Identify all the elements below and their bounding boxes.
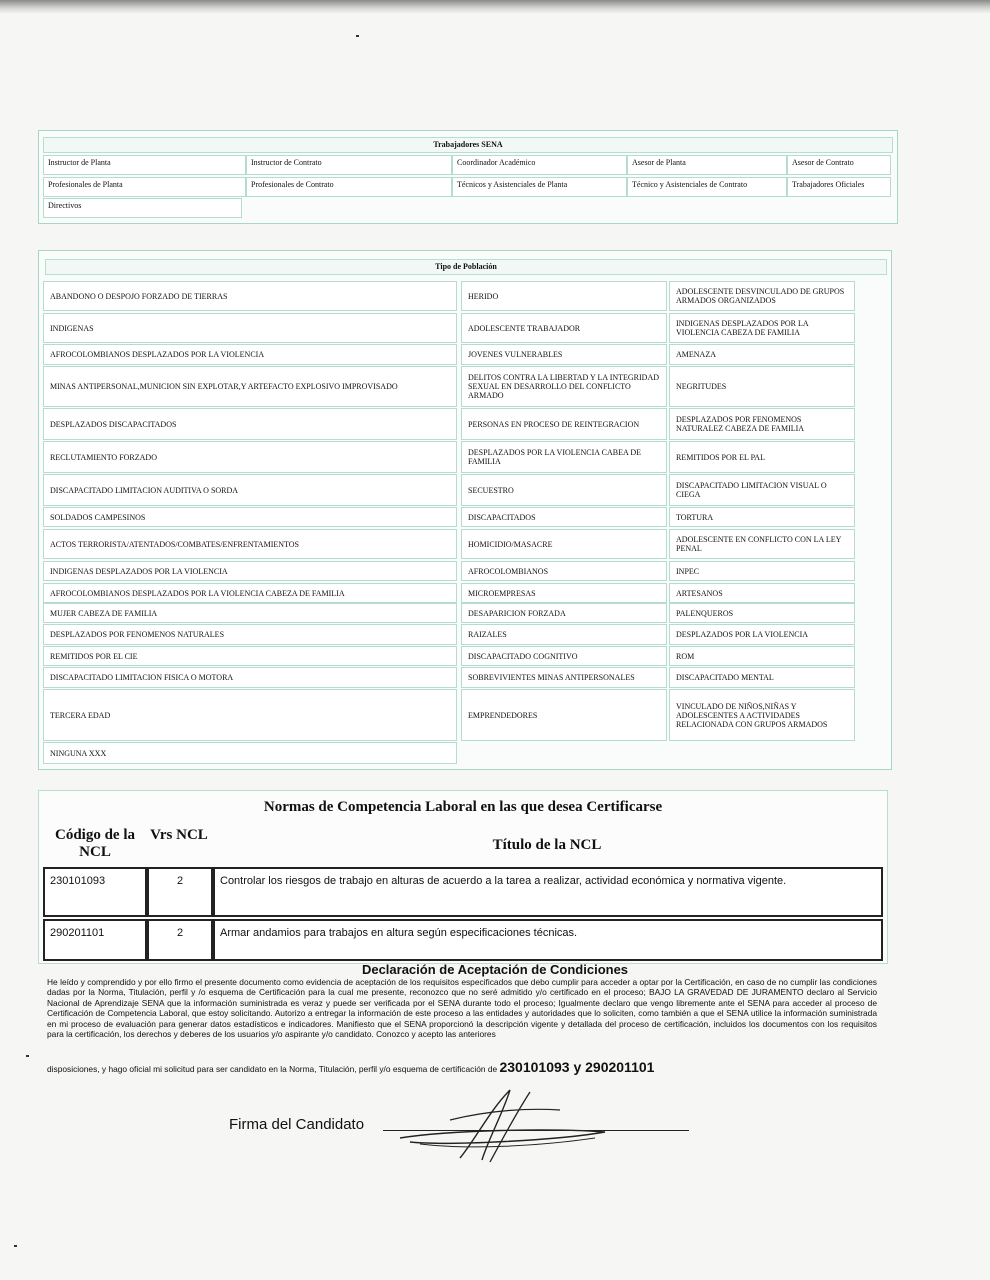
poblacion-option[interactable]: PALENQUEROS [669, 603, 855, 623]
firma-label: Firma del Candidato [229, 1116, 365, 1133]
poblacion-option[interactable]: HOMICIDIO/MASACRE [461, 529, 667, 559]
scan-speck [356, 35, 359, 37]
poblacion-option[interactable]: INPEC [669, 561, 855, 581]
poblacion-option[interactable]: NEGRITUDES [669, 366, 855, 407]
poblacion-option[interactable]: SOLDADOS CAMPESINOS [43, 507, 457, 527]
poblacion-option[interactable]: INDIGENAS DESPLAZADOS POR LA VIOLENCIA CABEZA DE FAMILIA [669, 313, 855, 343]
poblacion-option[interactable]: AFROCOLOMBIANOS [461, 561, 667, 581]
normas-section [38, 790, 888, 964]
ncl-row-1-vrs: 2 [147, 867, 213, 917]
poblacion-option[interactable]: DISCAPACITADO MENTAL [669, 667, 855, 688]
trabajador-option[interactable]: Instructor de Planta [43, 155, 246, 175]
trabajadores-title: Trabajadores SENA [43, 137, 893, 153]
poblacion-option[interactable]: DISCAPACITADO LIMITACION VISUAL O CIEGA [669, 474, 855, 506]
poblacion-option[interactable]: ACTOS TERRORISTA/ATENTADOS/COMBATES/ENFRENTAMIENTOS [43, 529, 457, 559]
poblacion-option[interactable]: DISCAPACITADO LIMITACION FISICA O MOTORA [43, 667, 457, 688]
scan-edge [0, 0, 990, 14]
trabajador-option[interactable]: Profesionales de Planta [43, 177, 246, 197]
poblacion-option[interactable]: TORTURA [669, 507, 855, 527]
poblacion-option[interactable]: DISCAPACITADO LIMITACION AUDITIVA O SORDA [43, 474, 457, 506]
poblacion-option[interactable]: REMITIDOS POR EL CIE [43, 646, 457, 666]
poblacion-option[interactable]: REMITIDOS POR EL PAL [669, 441, 855, 473]
trabajadores-section [38, 130, 898, 224]
poblacion-option[interactable]: VINCULADO DE NIÑOS,NIÑAS Y ADOLESCENTES A ACTIVIDADES RELACIONADA CON GRUPOS ARMADOS [669, 689, 855, 741]
poblacion-option[interactable]: DESPLAZADOS POR FENOMENOS NATURALES [43, 624, 457, 645]
poblacion-option[interactable]: SOBREVIVIENTES MINAS ANTIPERSONALES [461, 667, 667, 688]
declaracion-body: He leído y comprendido y por ello firmo el presente documento como evidencia de aceptación de los requisitos especificados que debo cumplir para acceder a optar por la Certificación, en caso de no cumplir las condiciones dadas por la Norma, Titulación, perfil y /o esquema de Certificación para la cual me presente, reconozco que no seré admitido y/o certificado en el proceso; BAJO LA GRAVEDAD DE JURAMENTO declaro al Servicio Nacional de Aprendizaje SENA que la información suministrada es veraz y puede ser verificada por el SENA durante todo el proceso; Igualmente declaro que vengo libremente ante el SENA para acceder al proceso de Certificación de Competencia Laboral, que estoy solicitando. Autorizo a entregar la información de este proceso a las entidades y autoridades que lo soliciten, como también a que el SENA utilice la información suministrada en mi proceso de evaluación para generar datos estadísticos e indicadores. Manifiesto que el SENA proporcionó la descripción vigente y detallada del proceso de certificación, incluidos los documentos con los requisitos para la certificación, los derechos y deberes de los usuarios y/o aspirante y/o candidato. Conozco y acepto las anteriores [47, 977, 877, 1040]
poblacion-title: Tipo de Población [45, 259, 887, 275]
poblacion-option[interactable]: DESAPARICION FORZADA [461, 603, 667, 623]
ncl-row-1-titulo: Controlar los riesgos de trabajo en alturas de acuerdo a la tarea a realizar, actividad económica y normativa vigente. [213, 867, 883, 917]
trabajador-option[interactable]: Técnico y Asistenciales de Contrato [627, 177, 787, 197]
poblacion-option[interactable]: EMPRENDEDORES [461, 689, 667, 741]
poblacion-option[interactable]: ADOLESCENTE TRABAJADOR [461, 313, 667, 343]
poblacion-option[interactable]: DISCAPACITADOS [461, 507, 667, 527]
scan-speck [14, 1245, 17, 1247]
scan-speck [26, 1055, 29, 1057]
trabajador-option[interactable]: Trabajadores Oficiales [787, 177, 891, 197]
poblacion-option[interactable]: DELITOS CONTRA LA LIBERTAD Y LA INTEGRIDAD SEXUAL EN DESARROLLO DEL CONFLICTO ARMADO [461, 366, 667, 407]
col-vrs-header: Vrs NCL [150, 827, 208, 843]
declaracion-last-line [47, 1059, 887, 1075]
poblacion-option[interactable]: DESPLAZADOS POR LA VIOLENCIA [669, 624, 855, 645]
trabajador-option[interactable]: Coordinador Académico [452, 155, 627, 175]
poblacion-option[interactable]: TERCERA EDAD [43, 689, 457, 741]
signature-image [390, 1080, 620, 1170]
poblacion-option[interactable]: SECUESTRO [461, 474, 667, 506]
ncl-row-2-titulo: Armar andamios para trabajos en altura según especificaciones técnicas. [213, 919, 883, 961]
poblacion-option[interactable]: ABANDONO O DESPOJO FORZADO DE TIERRAS [43, 281, 457, 311]
ncl-row-2-codigo: 290201101 [43, 919, 147, 961]
poblacion-option[interactable]: INDIGENAS [43, 313, 457, 343]
ncl-row-1-codigo: 230101093 [43, 867, 147, 917]
poblacion-option[interactable]: AFROCOLOMBIANOS DESPLAZADOS POR LA VIOLENCIA [43, 344, 457, 365]
trabajador-option[interactable]: Directivos [43, 198, 242, 218]
trabajador-option[interactable]: Instructor de Contrato [246, 155, 452, 175]
poblacion-option[interactable]: DESPLAZADOS DISCAPACITADOS [43, 408, 457, 440]
poblacion-option[interactable]: PERSONAS EN PROCESO DE REINTEGRACION [461, 408, 667, 440]
declaracion-title: Declaración de Aceptación de Condiciones [361, 962, 629, 977]
poblacion-option[interactable]: ROM [669, 646, 855, 666]
poblacion-option[interactable]: RAIZALES [461, 624, 667, 645]
trabajador-option[interactable]: Técnicos y Asistenciales de Planta [452, 177, 627, 197]
poblacion-option[interactable]: MINAS ANTIPERSONAL,MUNICION SIN EXPLOTAR,Y ARTEFACTO EXPLOSIVO IMPROVISADO [43, 366, 457, 407]
poblacion-option[interactable]: RECLUTAMIENTO FORZADO [43, 441, 457, 473]
poblacion-option[interactable]: DESPLAZADOS POR FENOMENOS NATURALEZ CABEZA DE FAMILIA [669, 408, 855, 440]
poblacion-option[interactable]: DISCAPACITADO COGNITIVO [461, 646, 667, 666]
poblacion-option[interactable]: AMENAZA [669, 344, 855, 365]
trabajador-option[interactable]: Asesor de Contrato [787, 155, 891, 175]
declaracion-codes: 230101093 y 290201101 [499, 1059, 655, 1075]
poblacion-option[interactable]: ADOLESCENTE EN CONFLICTO CON LA LEY PENAL [669, 529, 855, 559]
poblacion-option[interactable]: MICROEMPRESAS [461, 583, 667, 603]
ncl-row-2-vrs: 2 [147, 919, 213, 961]
poblacion-section [38, 250, 892, 770]
normas-title: Normas de Competencia Laboral en las que desea Certificarse [263, 799, 663, 815]
poblacion-option[interactable]: MUJER CABEZA DE FAMILIA [43, 603, 457, 623]
col-titulo-header: Título de la NCL [492, 837, 602, 853]
poblacion-option[interactable]: HERIDO [461, 281, 667, 311]
poblacion-option[interactable]: INDIGENAS DESPLAZADOS POR LA VIOLENCIA [43, 561, 457, 581]
poblacion-ninguna[interactable]: NINGUNA XXX [43, 742, 457, 764]
col-codigo-header: Código de la NCL [54, 827, 135, 860]
poblacion-option[interactable]: ARTESANOS [669, 583, 855, 603]
trabajador-option[interactable]: Profesionales de Contrato [246, 177, 452, 197]
poblacion-option[interactable]: AFROCOLOMBIANOS DESPLAZADOS POR LA VIOLENCIA CABEZA DE FAMILIA [43, 583, 457, 603]
trabajador-option[interactable]: Asesor de Planta [627, 155, 787, 175]
declaracion-last-text: disposiciones, y hago oficial mi solicitud para ser candidato en la Norma, Titulación, perfil y/o esquema de certificación de [47, 1064, 498, 1074]
poblacion-option[interactable]: ADOLESCENTE DESVINCULADO DE GRUPOS ARMADOS ORGANIZADOS [669, 281, 855, 311]
poblacion-option[interactable]: DESPLAZADOS POR LA VIOLENCIA CABEA DE FAMILIA [461, 441, 667, 473]
poblacion-option[interactable]: JOVENES VULNERABLES [461, 344, 667, 365]
